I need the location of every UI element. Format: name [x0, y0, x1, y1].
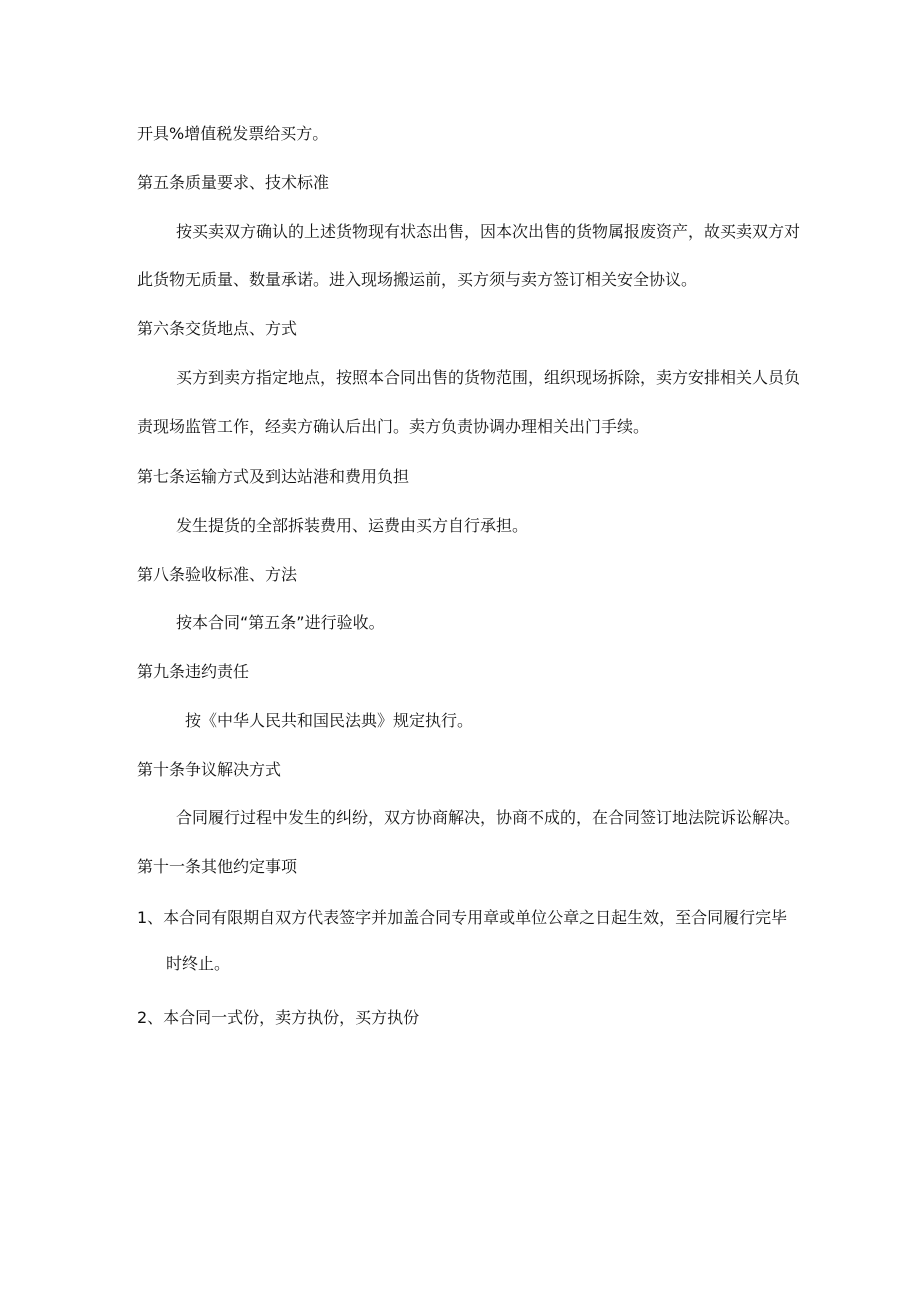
list-item-1-continuation: 时终止。: [166, 954, 231, 973]
section-heading-article-11: 第十一条其他约定事项: [137, 857, 298, 876]
paragraph-line: 按买卖双方确认的上述货物现有状态出售，因本次出售的货物属报废资产，故买卖双方对: [176, 222, 801, 241]
section-heading-article-7: 第七条运输方式及到达站港和费用负担: [137, 467, 410, 486]
paragraph-line: 发生提货的全部拆装费用、运费由买方自行承担。: [176, 516, 529, 535]
list-item-2: 2、本合同一式份，卖方执份，买方执份: [137, 1008, 420, 1027]
list-item-1: 1、本合同有限期自双方代表签字并加盖合同专用章或单位公章之日起生效，至合同履行完毕: [137, 908, 788, 927]
paragraph-line: 责现场监管工作，经卖方确认后出门。卖方负责协调办理相关出门手续。: [137, 417, 650, 436]
paragraph-line: 买方到卖方指定地点，按照本合同出售的货物范围，组织现场拆除，卖方安排相关人员负: [176, 368, 801, 387]
paragraph-line: 合同履行过程中发生的纠纷，双方协商解决，协商不成的，在合同签订地法院诉讼解决。: [176, 808, 801, 827]
section-heading-article-10: 第十条争议解决方式: [137, 760, 282, 779]
section-heading-article-5: 第五条质量要求、技术标准: [137, 173, 330, 192]
paragraph-line: 按本合同“第五条”进行验收。: [176, 613, 385, 632]
section-heading-article-9: 第九条违约责任: [137, 662, 250, 681]
paragraph-line: 按《中华人民共和国民法典》规定执行。: [185, 711, 474, 730]
paragraph-line: 此货物无质量、数量承诺。进入现场搬运前，买方须与卖方签订相关安全协议。: [137, 270, 698, 289]
paragraph-line: 开具%增值税发票给买方。: [137, 124, 329, 143]
section-heading-article-6: 第六条交货地点、方式: [137, 319, 298, 338]
section-heading-article-8: 第八条验收标准、方法: [137, 565, 298, 584]
